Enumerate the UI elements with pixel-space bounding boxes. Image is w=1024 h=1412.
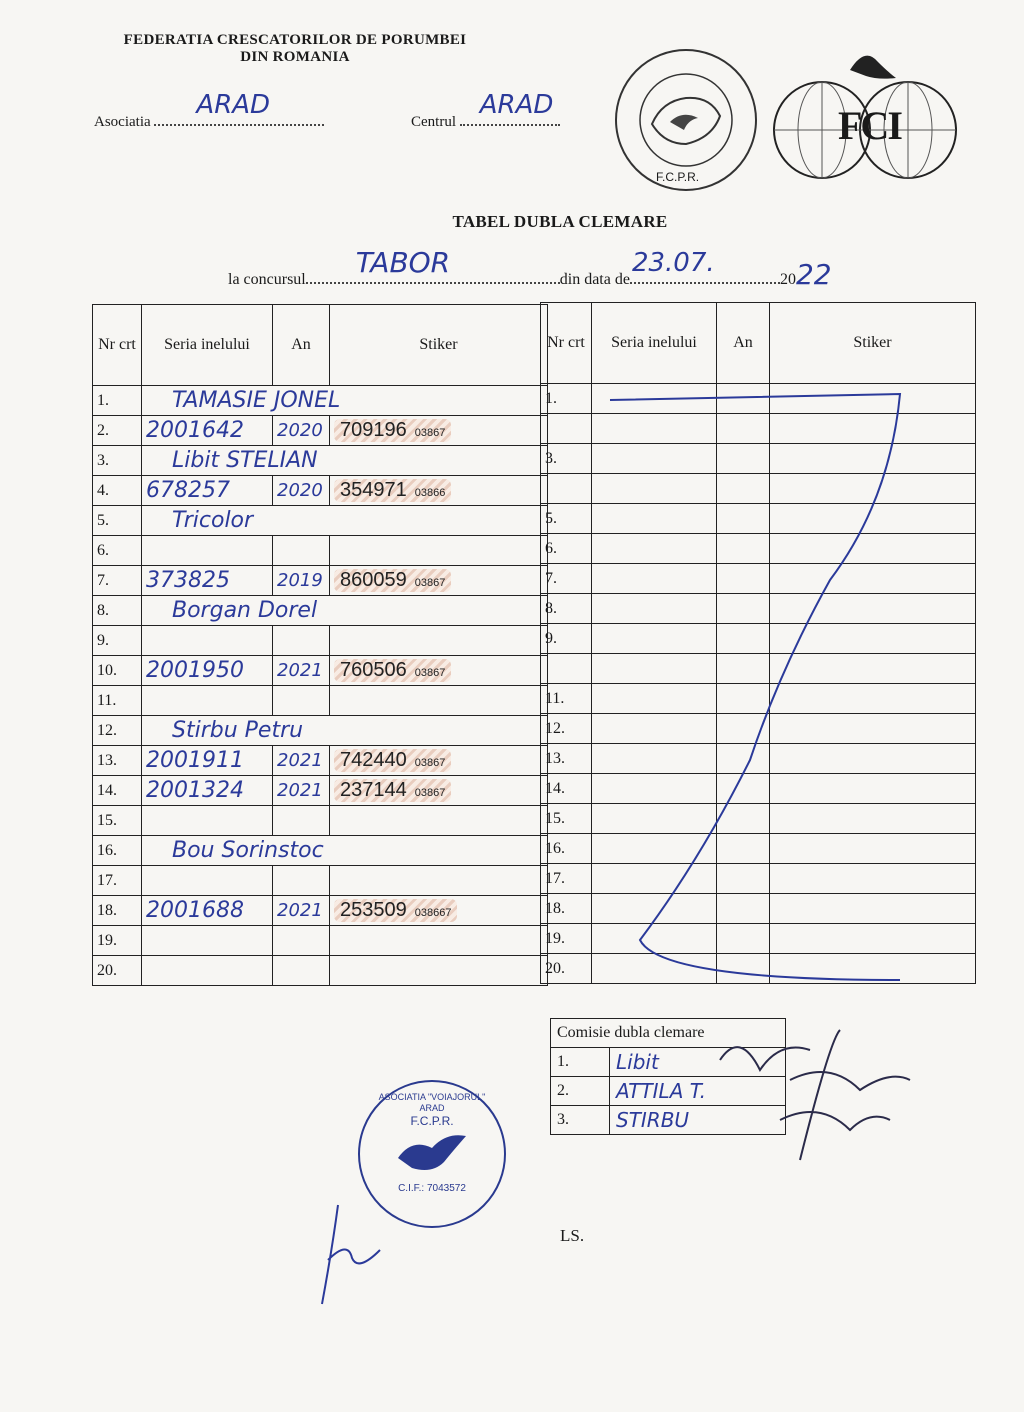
table-row bbox=[93, 686, 548, 716]
sticker-cell bbox=[330, 566, 548, 596]
row-number: 9. bbox=[541, 624, 592, 654]
row-number: 14. bbox=[541, 774, 592, 804]
row-number: 10. bbox=[93, 656, 142, 686]
row-number: 5. bbox=[93, 506, 142, 536]
row-number: 17. bbox=[541, 864, 592, 894]
sticker-cell bbox=[330, 746, 548, 776]
stamp-middle-text: F.C.P.R. bbox=[410, 1114, 454, 1128]
row-number: 16. bbox=[93, 836, 142, 866]
row-number: 8. bbox=[541, 594, 592, 624]
ring-year: 2020 bbox=[273, 476, 330, 506]
commission-title: Comisie dubla clemare bbox=[551, 1019, 786, 1048]
table-row bbox=[93, 746, 548, 776]
empty-cell bbox=[142, 626, 273, 656]
sticker-code: 03867 bbox=[414, 667, 446, 679]
table-row bbox=[93, 926, 548, 956]
centrul-value: ARAD bbox=[479, 90, 554, 120]
sticker-label bbox=[334, 569, 451, 592]
empty-cell bbox=[273, 926, 330, 956]
table-row bbox=[93, 656, 548, 686]
empty-cell bbox=[330, 926, 548, 956]
row-number: 17. bbox=[93, 866, 142, 896]
sticker-code: 03867 bbox=[414, 427, 446, 439]
row-number: 12. bbox=[541, 714, 592, 744]
strike-mark-icon bbox=[600, 380, 920, 1000]
empty-cell bbox=[330, 866, 548, 896]
row-number: 19. bbox=[541, 924, 592, 954]
ring-serial: 2001950 bbox=[142, 656, 273, 686]
sticker-code: 03867 bbox=[414, 757, 446, 769]
row-number bbox=[541, 654, 592, 684]
stamp-bottom-text: C.I.F.: 7043572 bbox=[398, 1183, 466, 1194]
header-nr-right: Nr crt bbox=[541, 303, 592, 384]
empty-cell bbox=[142, 806, 273, 836]
row-number: 14. bbox=[93, 776, 142, 806]
empty-cell bbox=[273, 806, 330, 836]
row-number: 3. bbox=[541, 444, 592, 474]
sticker-cell bbox=[330, 476, 548, 506]
fancier-name: Bou Sorinstoc bbox=[142, 836, 548, 866]
empty-cell bbox=[330, 806, 548, 836]
row-number: 1. bbox=[93, 386, 142, 416]
ring-serial: 2001688 bbox=[142, 896, 273, 926]
contest-name: TABOR bbox=[355, 246, 451, 279]
row-number: 9. bbox=[93, 626, 142, 656]
fancier-name: Libit STELIAN bbox=[142, 446, 548, 476]
row-number: 18. bbox=[541, 894, 592, 924]
left-table-body bbox=[93, 386, 548, 986]
row-number: 6. bbox=[541, 534, 592, 564]
sticker-code: 038667 bbox=[414, 907, 452, 919]
row-number: 7. bbox=[93, 566, 142, 596]
table-row bbox=[93, 836, 548, 866]
contest-line bbox=[228, 246, 832, 291]
table-row bbox=[93, 446, 548, 476]
table-row bbox=[93, 896, 548, 926]
empty-cell bbox=[142, 866, 273, 896]
sticker-number: 760506 bbox=[340, 659, 407, 681]
row-number: 15. bbox=[93, 806, 142, 836]
table-row bbox=[93, 386, 548, 416]
header-an: An bbox=[273, 305, 330, 386]
empty-cell bbox=[273, 956, 330, 986]
row-number bbox=[541, 474, 592, 504]
header-stiker: Stiker bbox=[330, 305, 548, 386]
row-number: 13. bbox=[93, 746, 142, 776]
ring-year: 2021 bbox=[273, 896, 330, 926]
fcpr-abbrev: F.C.P.R. bbox=[656, 170, 700, 184]
fancier-name: Stirbu Petru bbox=[142, 716, 548, 746]
row-number: 20. bbox=[93, 956, 142, 986]
ring-year: 2019 bbox=[273, 566, 330, 596]
ring-serial: 2001642 bbox=[142, 416, 273, 446]
row-number: 4. bbox=[93, 476, 142, 506]
ring-serial: 678257 bbox=[142, 476, 273, 506]
sticker-label bbox=[334, 419, 451, 442]
commission-row: 2. ATTILA T. bbox=[551, 1077, 786, 1106]
header-seria-right: Seria inelului bbox=[592, 303, 717, 384]
commission-signatures-icon bbox=[700, 1020, 930, 1170]
sticker-label bbox=[334, 899, 457, 922]
row-number: 20. bbox=[541, 954, 592, 984]
sticker-number: 860059 bbox=[340, 569, 407, 591]
ring-serial: 2001324 bbox=[142, 776, 273, 806]
date-value: 23.07. bbox=[631, 248, 715, 278]
asociatia-label: Asociatia bbox=[94, 114, 151, 130]
table-row bbox=[93, 476, 548, 506]
dove-icon bbox=[392, 1128, 472, 1178]
ring-year: 2021 bbox=[273, 746, 330, 776]
row-number: 6. bbox=[93, 536, 142, 566]
ring-year: 2020 bbox=[273, 416, 330, 446]
sticker-label bbox=[334, 659, 451, 682]
sticker-code: 03867 bbox=[414, 577, 446, 589]
federation-title bbox=[70, 32, 520, 66]
commission-member: STIRBU bbox=[610, 1106, 786, 1135]
table-row bbox=[93, 956, 548, 986]
year-prefix: 20 bbox=[779, 271, 796, 288]
empty-cell bbox=[142, 926, 273, 956]
sticker-number: 253509 bbox=[340, 899, 407, 921]
empty-cell bbox=[330, 536, 548, 566]
federation-line1: FEDERATIA CRESCATORILOR DE PORUMBEI bbox=[123, 32, 467, 48]
centrul-label: Centrul bbox=[411, 114, 456, 130]
sticker-label bbox=[334, 779, 451, 802]
contest-label: la concursul bbox=[228, 271, 306, 288]
row-number: 19. bbox=[93, 926, 142, 956]
header-stiker-right: Stiker bbox=[770, 303, 976, 384]
left-table bbox=[92, 304, 548, 986]
table-row bbox=[93, 866, 548, 896]
empty-cell bbox=[273, 536, 330, 566]
signature-icon bbox=[308, 1200, 398, 1310]
empty-cell bbox=[273, 866, 330, 896]
header-seria: Seria inelului bbox=[142, 305, 273, 386]
empty-cell bbox=[273, 686, 330, 716]
commission-member: ATTILA T. bbox=[610, 1077, 786, 1106]
empty-cell bbox=[142, 536, 273, 566]
table-row bbox=[93, 806, 548, 836]
table-row bbox=[93, 506, 548, 536]
ring-serial: 373825 bbox=[142, 566, 273, 596]
row-number bbox=[541, 414, 592, 444]
stamp-top-text: ASOCIATIA "VOIAJORUL" ARAD bbox=[378, 1092, 486, 1113]
sticker-label bbox=[334, 479, 451, 502]
fcpr-logo bbox=[612, 46, 760, 194]
empty-cell bbox=[142, 956, 273, 986]
sticker-cell bbox=[330, 896, 548, 926]
empty-cell bbox=[273, 626, 330, 656]
row-number: 11. bbox=[93, 686, 142, 716]
table-row bbox=[93, 776, 548, 806]
ring-serial: 2001911 bbox=[142, 746, 273, 776]
left-table-header bbox=[93, 305, 548, 386]
header-nr: Nr crt bbox=[93, 305, 142, 386]
fancier-name: Tricolor bbox=[142, 506, 548, 536]
row-number: 16. bbox=[541, 834, 592, 864]
right-table-header bbox=[541, 303, 976, 384]
row-number: 13. bbox=[541, 744, 592, 774]
table-row bbox=[93, 596, 548, 626]
asociatia-field bbox=[94, 90, 324, 131]
empty-cell bbox=[330, 956, 548, 986]
sticker-number: 709196 bbox=[340, 419, 407, 441]
sticker-number: 354971 bbox=[340, 479, 407, 501]
year-suffix: 22 bbox=[795, 258, 832, 291]
row-number: 12. bbox=[93, 716, 142, 746]
empty-cell bbox=[330, 686, 548, 716]
table-row bbox=[93, 626, 548, 656]
row-number: 1. bbox=[541, 384, 592, 414]
table-row bbox=[93, 716, 548, 746]
centrul-field bbox=[411, 90, 560, 131]
row-number: 8. bbox=[93, 596, 142, 626]
row-number: 11. bbox=[541, 684, 592, 714]
header-an-right: An bbox=[717, 303, 770, 384]
ls-label: LS. bbox=[560, 1226, 585, 1245]
fancier-name: TAMASIE JONEL bbox=[142, 386, 548, 416]
row-number: 3. bbox=[93, 446, 142, 476]
sticker-number: 742440 bbox=[340, 749, 407, 771]
ring-year: 2021 bbox=[273, 656, 330, 686]
empty-cell bbox=[330, 626, 548, 656]
sticker-label bbox=[334, 749, 451, 772]
sticker-code: 03866 bbox=[414, 487, 446, 499]
row-number: 5. bbox=[541, 504, 592, 534]
commission-row: 3. STIRBU bbox=[551, 1106, 786, 1135]
table-row bbox=[93, 566, 548, 596]
ring-year: 2021 bbox=[273, 776, 330, 806]
empty-cell bbox=[142, 686, 273, 716]
sticker-cell bbox=[330, 656, 548, 686]
document-title: TABEL DUBLA CLEMARE bbox=[452, 212, 668, 231]
commission-member: Libit bbox=[610, 1048, 786, 1077]
row-number: 7. bbox=[541, 564, 592, 594]
sticker-cell bbox=[330, 416, 548, 446]
sticker-number: 237144 bbox=[340, 779, 407, 801]
federation-line2: DIN ROMANIA bbox=[240, 49, 350, 65]
fci-logo bbox=[770, 40, 960, 180]
sticker-code: 03867 bbox=[414, 787, 446, 799]
commission-row: 1. Libit bbox=[551, 1048, 786, 1077]
asociatia-value: ARAD bbox=[196, 90, 271, 120]
table-row bbox=[93, 536, 548, 566]
row-number: 2. bbox=[93, 416, 142, 446]
fancier-name: Borgan Dorel bbox=[142, 596, 548, 626]
fci-text: FCI bbox=[838, 103, 901, 148]
row-number: 15. bbox=[541, 804, 592, 834]
sticker-cell bbox=[330, 776, 548, 806]
table-row bbox=[93, 416, 548, 446]
row-number: 18. bbox=[93, 896, 142, 926]
date-label: din data de bbox=[559, 271, 630, 288]
